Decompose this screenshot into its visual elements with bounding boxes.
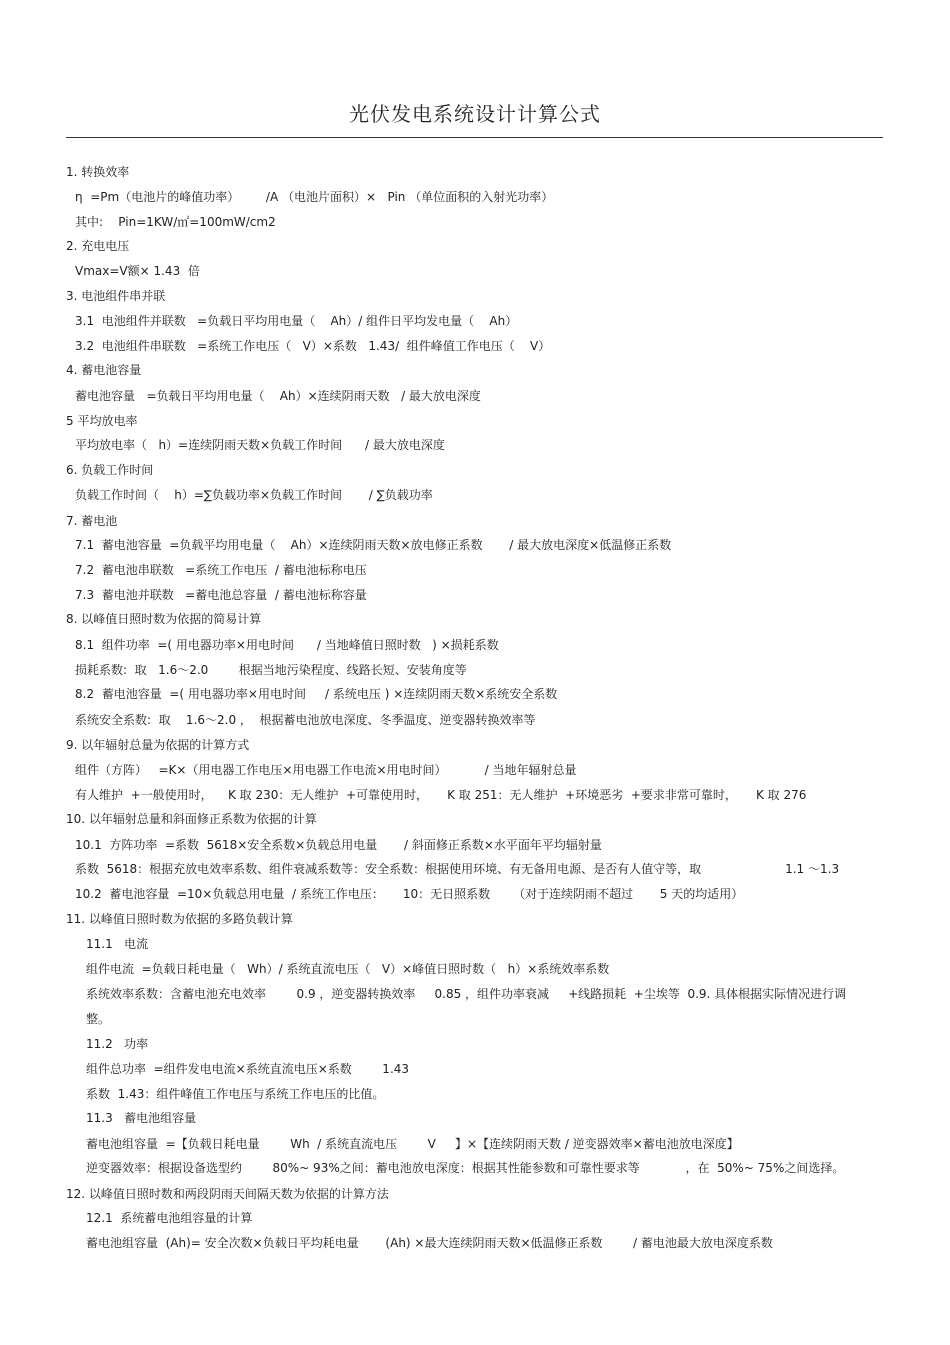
formula-note: 系数 1.43：组件峰值工作电压与系统工作电压的比值。	[86, 1087, 385, 1101]
section-heading: 11. 以峰值日照时数为依据的多路负载计算	[66, 912, 293, 926]
formula-note: 有人维护 +一般使用时， K 取 230：无人维护 +可靠使用时， K 取 251：无人维护 +环境恶劣 +要求非常可靠时， K 取 276	[75, 788, 807, 802]
subsection-heading: 11.1 电流	[86, 937, 149, 951]
section-heading: 3. 电池组件串并联	[66, 289, 166, 303]
formula-line: 蓄电池组容量 =【负载日耗电量 Wh / 系统直流电压 V 】×【连续阴雨天数 / 逆变器效率×蓄电池放电深度】	[86, 1137, 739, 1151]
formula-line: 7.3 蓄电池并联数 =蓄电池总容量 / 蓄电池标称容量	[75, 588, 367, 602]
section-heading: 1. 转换效率	[66, 165, 130, 179]
formula-note: 损耗系数: 取 1.6～2.0 根据当地污染程度、线路长短、安装角度等	[75, 663, 467, 677]
section-heading: 12. 以峰值日照时数和两段阴雨天间隔天数为依据的计算方法	[66, 1187, 389, 1201]
formula-line: 蓄电池组容量 (Ah)= 安全次数×负载日平均耗电量 (Ah) ×最大连续阴雨天数×低温修正系数 / 蓄电池最大放电深度系数	[86, 1236, 773, 1250]
formula-line: 7.1 蓄电池容量 =负载平均用电量（ Ah）×连续阴雨天数×放电修正系数 / 最大放电深度×低温修正系数	[75, 538, 672, 552]
subsection-heading: 11.2 功率	[86, 1037, 149, 1051]
formula-line: 组件（方阵） =K×（用电器工作电压×用电器工作电流×用电时间） / 当地年辐射总量	[75, 763, 577, 777]
formula-line: 负载工作时间（ h）=∑负载功率×负载工作时间 / ∑负载功率	[75, 488, 433, 502]
formula-note: 系统安全系数: 取 1.6～2.0 ， 根据蓄电池放电深度、冬季温度、逆变器转换效率等	[75, 713, 536, 727]
formula-line: 7.2 蓄电池串联数 =系统工作电压 / 蓄电池标称电压	[75, 563, 367, 577]
formula-note: 逆变器效率：根据设备选型约 80%~ 93%之间：蓄电池放电深度：根据其性能参数和可靠性要求等 ，在 50%~ 75%之间选择。	[86, 1161, 845, 1175]
section-heading: 9. 以年辐射总量为依据的计算方式	[66, 738, 250, 752]
formula-line: 组件总功率 =组件发电电流×系统直流电压×系数 1.43	[86, 1062, 410, 1076]
formula-note: 其中: Pin=1KW/㎡=100mW/cm2	[75, 215, 276, 229]
formula-line: 3.1 电池组件并联数 =负载日平均用电量（ Ah）/ 组件日平均发电量（ Ah）	[75, 314, 518, 328]
formula-line: 平均放电率（ h）=连续阴雨天数×负载工作时间 / 最大放电深度	[75, 438, 445, 452]
formula-line: η =Pm（电池片的峰值功率） /A （电池片面积）× Pin （单位面积的入射光功率）	[75, 190, 554, 204]
section-heading: 2. 充电电压	[66, 239, 130, 253]
title-divider	[66, 137, 883, 138]
section-heading: 4. 蓄电池容量	[66, 363, 142, 377]
formula-line: 3.2 电池组件串联数 =系统工作电压（ V）×系数 1.43/ 组件峰值工作电压（ V）	[75, 339, 551, 353]
formula-line: 10.2 蓄电池容量 =10×负载总用电量 / 系统工作电压： 10：无日照系数 （对于连续阴雨不超过 5 天的均适用）	[75, 887, 744, 901]
formula-note: 系数 5618：根据充放电效率系数、组件衰减系数等：安全系数：根据使用环境、有无备用电源、是否有人值守等，取 1.1 ～1.3	[75, 862, 840, 876]
formula-note: 整。	[86, 1012, 111, 1026]
section-heading: 5 平均放电率	[66, 414, 138, 428]
formula-line: 8.1 组件功率 =( 用电器功率×用电时间 / 当地峰值日照时数 ) ×损耗系数	[75, 638, 499, 652]
formula-line: Vmax=V额× 1.43 倍	[75, 264, 200, 278]
section-heading: 8. 以峰值日照时数为依据的简易计算	[66, 612, 262, 626]
formula-line: 蓄电池容量 =负载日平均用电量（ Ah）×连续阴雨天数 / 最大放电深度	[75, 389, 481, 403]
subsection-heading: 11.3 蓄电池组容量	[86, 1111, 197, 1125]
section-heading: 10. 以年辐射总量和斜面修正系数为依据的计算	[66, 812, 317, 826]
formula-line: 10.1 方阵功率 =系数 5618×安全系数×负载总用电量 / 斜面修正系数×水平面年平均辐射量	[75, 838, 602, 852]
section-heading: 7. 蓄电池	[66, 514, 118, 528]
subsection-heading: 12.1 系统蓄电池组容量的计算	[86, 1211, 253, 1225]
formula-line: 8.2 蓄电池容量 =( 用电器功率×用电时间 / 系统电压 ) ×连续阴雨天数×系统安全系数	[75, 687, 558, 701]
formula-note: 系统效率系数：含蓄电池充电效率 0.9 ，逆变器转换效率 0.85 ，组件功率衰减 +线路损耗 +尘埃等 0.9. 具体根据实际情况进行调	[86, 987, 847, 1001]
page-title: 光伏发电系统设计计算公式	[349, 102, 601, 126]
section-heading: 6. 负载工作时间	[66, 463, 154, 477]
formula-line: 组件电流 =负载日耗电量（ Wh）/ 系统直流电压（ V）×峰值日照时数（ h）×系统效率系数	[86, 962, 610, 976]
